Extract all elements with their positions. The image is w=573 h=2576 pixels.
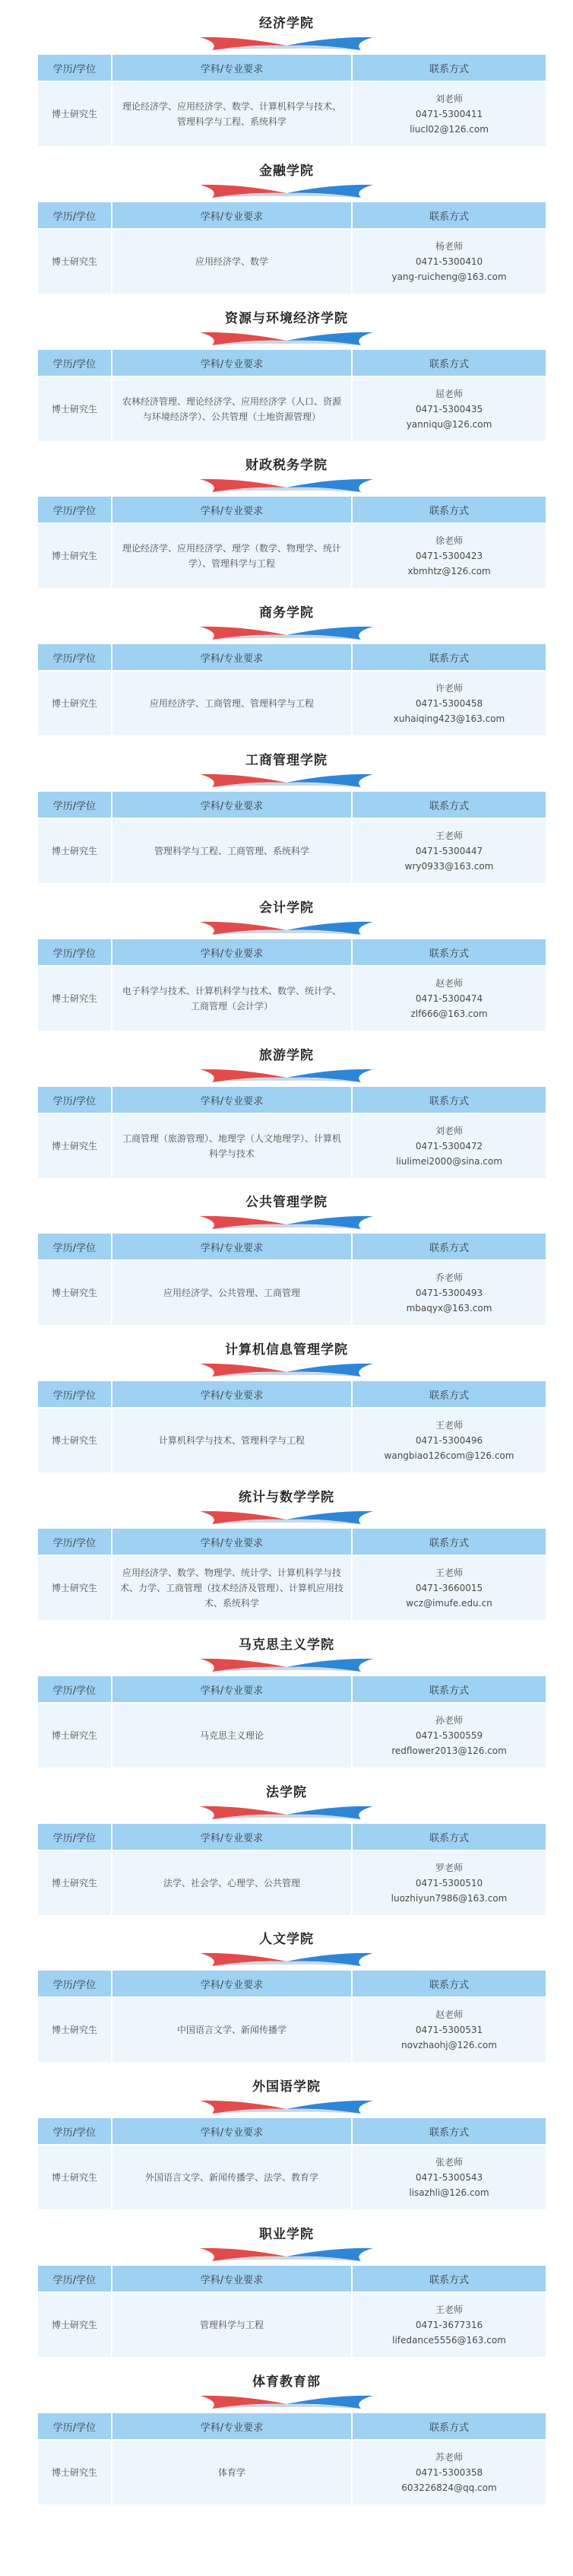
table-row: [37, 1408, 546, 1473]
table-header-row: [37, 643, 546, 671]
contact-header: 联系方式: [352, 2412, 546, 2440]
requirements-table: [36, 201, 547, 295]
major-cell: 管理科学与工程、工商管理、系统科学: [112, 818, 352, 884]
contact-name: 孙老师: [435, 1715, 463, 1726]
major-cell: 中国语言文学、新闻传播学: [112, 1997, 352, 2063]
college-section: [0, 2063, 573, 2210]
college-title: 统计与数学学院: [239, 1490, 334, 1505]
table-row: [37, 1555, 546, 1621]
contact-phone: 0471-5300559: [415, 1730, 483, 1741]
degree-header: 学历/学位: [37, 496, 112, 523]
requirements-table: [36, 53, 547, 148]
table-row: [37, 1850, 546, 1916]
contact-phone: 0471-5300411: [415, 109, 483, 119]
major-header: 学科/专业要求: [112, 791, 352, 818]
major-cell: 工商管理（旅游管理）、地理学（人文地理学）、计算机科学与技术: [112, 1113, 352, 1179]
contact-email[interactable]: yang-ruicheng@163.com: [391, 272, 507, 282]
contact-header: 联系方式: [352, 2117, 546, 2145]
requirements-table: [36, 1822, 547, 1917]
degree-header: 学历/学位: [37, 1528, 112, 1555]
section-header: [0, 1474, 573, 1526]
contact-name: 杨老师: [435, 241, 463, 252]
section-header: [0, 2063, 573, 2115]
degree-cell: 博士研究生: [37, 81, 112, 147]
section-header: [0, 1769, 573, 1821]
table-header-row: [37, 54, 546, 81]
contact-cell: [352, 1703, 546, 1768]
college-title: 外国语学院: [252, 2079, 321, 2095]
contact-header: 联系方式: [352, 1676, 546, 1703]
contact-cell: [352, 81, 546, 147]
table-row: [37, 1260, 546, 1326]
degree-cell: 博士研究生: [37, 1850, 112, 1916]
degree-header: 学历/学位: [37, 1086, 112, 1113]
contact-cell: [352, 523, 546, 589]
contact-email[interactable]: novzhaohj@126.com: [401, 2040, 497, 2050]
table-row: [37, 818, 546, 884]
section-header: [0, 1326, 573, 1378]
requirements-table: [36, 2117, 547, 2211]
major-header: 学科/专业要求: [112, 1380, 352, 1408]
ribbon-decoration: [197, 1361, 376, 1378]
contact-phone: 0471-5300510: [415, 1878, 483, 1888]
contact-name: 王老师: [435, 2304, 463, 2315]
degree-header: 学历/学位: [37, 643, 112, 671]
contact-header: 联系方式: [352, 1528, 546, 1555]
college-title: 经济学院: [259, 16, 314, 31]
college-section: [0, 442, 573, 589]
requirements-table: [36, 348, 547, 443]
contact-header: 联系方式: [352, 54, 546, 81]
major-header: 学科/专业要求: [112, 643, 352, 671]
degree-cell: 博士研究生: [37, 2440, 112, 2505]
degree-cell: 博士研究生: [37, 2145, 112, 2210]
table-header-row: [37, 791, 546, 818]
ribbon-decoration: [197, 1804, 376, 1821]
contact-cell: [352, 1260, 546, 1326]
section-header: [0, 885, 573, 936]
contact-header: 联系方式: [352, 791, 546, 818]
college-section: [0, 1474, 573, 1621]
college-title: 马克思主义学院: [239, 1637, 334, 1653]
contact-name: 乔老师: [435, 1272, 463, 1283]
college-title: 金融学院: [259, 164, 314, 179]
table-row: [37, 376, 546, 442]
major-header: 学科/专业要求: [112, 2412, 352, 2440]
contact-cell: [352, 671, 546, 736]
table-header-row: [37, 2117, 546, 2145]
major-cell: 农林经济管理、理论经济学、应用经济学（人口、资源与环境经济学）、公共管理（土地资源管理）: [112, 376, 352, 442]
college-title: 公共管理学院: [245, 1195, 328, 1210]
contact-phone: 0471-5300472: [415, 1141, 483, 1151]
college-title: 法学院: [266, 1785, 307, 1800]
college-title: 职业学院: [259, 2227, 314, 2242]
requirements-table: [36, 2264, 547, 2358]
degree-header: 学历/学位: [37, 2412, 112, 2440]
contact-phone: 0471-5300410: [415, 256, 483, 267]
contact-email[interactable]: zlf666@163.com: [410, 1008, 488, 1019]
contact-cell: [352, 1408, 546, 1473]
requirements-table: [36, 1380, 547, 1474]
degree-cell: 博士研究生: [37, 229, 112, 294]
table-row: [37, 2145, 546, 2210]
degree-header: 学历/学位: [37, 791, 112, 818]
contact-email[interactable]: liucl02@126.com: [410, 124, 489, 135]
contact-phone: 0471-5300358: [415, 2467, 483, 2478]
contact-header: 联系方式: [352, 1823, 546, 1850]
requirements-table: [36, 1675, 547, 1769]
major-header: 学科/专业要求: [112, 939, 352, 966]
contact-header: 联系方式: [352, 349, 546, 376]
contact-cell: [352, 2145, 546, 2210]
requirements-table: [36, 643, 547, 737]
table-row: [37, 2440, 546, 2505]
contact-phone: 0471-5300493: [415, 1288, 483, 1298]
major-header: 学科/专业要求: [112, 54, 352, 81]
ribbon-decoration: [197, 1214, 376, 1231]
ribbon-decoration: [197, 1067, 376, 1084]
degree-header: 学历/学位: [37, 2117, 112, 2145]
table-row: [37, 1997, 546, 2063]
contact-email[interactable]: mbaqyx@163.com: [406, 1303, 492, 1313]
contact-cell: [352, 2440, 546, 2505]
major-header: 学科/专业要求: [112, 1676, 352, 1703]
degree-header: 学历/学位: [37, 202, 112, 229]
contact-name: 屈老师: [435, 389, 463, 399]
contact-header: 联系方式: [352, 939, 546, 966]
table-header-row: [37, 202, 546, 229]
major-cell: 理论经济学、应用经济学、数学、计算机科学与技术、管理科学与工程、系统科学: [112, 81, 352, 147]
table-header-row: [37, 496, 546, 523]
section-header: [0, 589, 573, 641]
major-cell: 应用经济学、工商管理、管理科学与工程: [112, 671, 352, 736]
contact-header: 联系方式: [352, 1970, 546, 1997]
major-cell: 理论经济学、应用经济学、理学（数学、物理学、统计学）、管理科学与工程: [112, 523, 352, 589]
degree-header: 学历/学位: [37, 1823, 112, 1850]
section-header: [0, 295, 573, 347]
requirements-table: [36, 1085, 547, 1180]
contact-phone: 0471-5300531: [415, 2025, 483, 2035]
contact-header: 联系方式: [352, 1086, 546, 1113]
table-header-row: [37, 939, 546, 966]
degree-header: 学历/学位: [37, 349, 112, 376]
degree-cell: 博士研究生: [37, 523, 112, 589]
major-cell: 马克思主义理论: [112, 1703, 352, 1768]
degree-cell: 博士研究生: [37, 376, 112, 442]
college-title: 会计学院: [259, 900, 314, 916]
section-header: [0, 1032, 573, 1084]
contact-phone: 0471-5300458: [415, 698, 483, 709]
ribbon-decoration: [197, 1951, 376, 1968]
college-section: [0, 1769, 573, 1916]
ribbon-decoration: [197, 772, 376, 789]
college-section: [0, 2358, 573, 2505]
major-header: 学科/专业要求: [112, 1823, 352, 1850]
degree-header: 学历/学位: [37, 1970, 112, 1997]
degree-cell: 博士研究生: [37, 1113, 112, 1179]
contact-name: 赵老师: [435, 2009, 463, 2020]
contact-email[interactable]: wry0933@163.com: [404, 861, 494, 872]
contact-cell: [352, 966, 546, 1031]
table-row: [37, 1113, 546, 1179]
major-cell: 体育学: [112, 2440, 352, 2505]
table-header-row: [37, 1233, 546, 1260]
major-cell: 法学、社会学、心理学、公共管理: [112, 1850, 352, 1916]
degree-cell: 博士研究生: [37, 1703, 112, 1768]
contact-cell: [352, 1555, 546, 1621]
contact-name: 苏老师: [435, 2452, 463, 2463]
college-section: [0, 1622, 573, 1768]
degree-header: 学历/学位: [37, 939, 112, 966]
table-row: [37, 966, 546, 1031]
degree-header: 学历/学位: [37, 1676, 112, 1703]
major-cell: 计算机科学与技术、管理科学与工程: [112, 1408, 352, 1473]
major-cell: 应用经济学、数学、物理学、统计学、计算机科学与技术、力学、工商管理（技术经济及管理）、计算机应用技术、系统科学: [112, 1555, 352, 1621]
college-section: [0, 1179, 573, 1326]
section-header: [0, 1179, 573, 1231]
ribbon-decoration: [197, 624, 376, 641]
major-header: 学科/专业要求: [112, 1528, 352, 1555]
contact-name: 王老师: [435, 831, 463, 841]
requirements-table: [36, 1527, 547, 1622]
contact-email[interactable]: wangbiao126com@126.com: [384, 1450, 514, 1461]
college-title: 资源与环境经济学院: [225, 311, 348, 326]
major-header: 学科/专业要求: [112, 2265, 352, 2292]
contact-header: 联系方式: [352, 496, 546, 523]
major-header: 学科/专业要求: [112, 349, 352, 376]
contact-phone: 0471-5300496: [415, 1435, 483, 1446]
requirements-table: [36, 495, 547, 589]
section-header: [0, 2358, 573, 2410]
table-header-row: [37, 2412, 546, 2440]
section-header: [0, 1916, 573, 1968]
contact-email[interactable]: liulimei2000@sina.com: [396, 1156, 502, 1167]
major-header: 学科/专业要求: [112, 1086, 352, 1113]
college-section: [0, 737, 573, 884]
contact-phone: 0471-5300474: [415, 993, 483, 1004]
contact-cell: [352, 1997, 546, 2063]
degree-cell: 博士研究生: [37, 1408, 112, 1473]
college-title: 工商管理学院: [245, 753, 328, 768]
college-section: [0, 1916, 573, 2063]
table-header-row: [37, 1086, 546, 1113]
degree-cell: 博士研究生: [37, 966, 112, 1031]
table-header-row: [37, 1970, 546, 1997]
contact-email[interactable]: 603226824@qq.com: [401, 2482, 497, 2493]
contact-name: 刘老师: [435, 94, 463, 104]
table-header-row: [37, 1676, 546, 1703]
contact-cell: [352, 1850, 546, 1916]
major-cell: 管理科学与工程: [112, 2292, 352, 2358]
college-section: [0, 295, 573, 442]
college-title: 财政税务学院: [245, 458, 328, 473]
college-section: [0, 0, 573, 147]
section-header: [0, 2211, 573, 2263]
college-section: [0, 589, 573, 736]
major-cell: 应用经济学、数学: [112, 229, 352, 294]
contact-email[interactable]: lifedance5556@163.com: [392, 2335, 506, 2346]
contact-email[interactable]: yanniqu@126.com: [406, 419, 492, 430]
ribbon-decoration: [197, 2246, 376, 2263]
table-row: [37, 1703, 546, 1768]
ribbon-decoration: [197, 330, 376, 347]
major-cell: 电子科学与技术、计算机科学与技术、数学、统计学、工商管理（会计学）: [112, 966, 352, 1031]
contact-name: 刘老师: [435, 1126, 463, 1136]
ribbon-decoration: [197, 477, 376, 494]
contact-email[interactable]: xuhaiqing423@163.com: [393, 713, 505, 724]
major-header: 学科/专业要求: [112, 1970, 352, 1997]
contact-email[interactable]: wcz@imufe.edu.cn: [406, 1598, 492, 1609]
section-header: [0, 0, 573, 52]
requirements-table: [36, 1232, 547, 1326]
table-header-row: [37, 2265, 546, 2292]
table-row: [37, 2292, 546, 2358]
contact-name: 罗老师: [435, 1863, 463, 1873]
degree-header: 学历/学位: [37, 1380, 112, 1408]
section-header: [0, 442, 573, 494]
ribbon-decoration: [197, 1509, 376, 1526]
contact-phone: 0471-5300423: [415, 551, 483, 561]
table-row: [37, 523, 546, 589]
ribbon-decoration: [197, 183, 376, 199]
contact-name: 张老师: [435, 2157, 463, 2168]
degree-cell: 博士研究生: [37, 671, 112, 736]
major-cell: 外国语言文学、新闻传播学、法学、教育学: [112, 2145, 352, 2210]
table-row: [37, 229, 546, 294]
degree-cell: 博士研究生: [37, 1260, 112, 1326]
contact-name: 徐老师: [435, 535, 463, 546]
contact-name: 赵老师: [435, 978, 463, 989]
college-section: [0, 148, 573, 294]
major-header: 学科/专业要求: [112, 496, 352, 523]
major-header: 学科/专业要求: [112, 202, 352, 229]
major-header: 学科/专业要求: [112, 2117, 352, 2145]
college-section: [0, 2211, 573, 2358]
contact-phone: 0471-5300543: [415, 2172, 483, 2183]
college-title: 计算机信息管理学院: [225, 1342, 348, 1358]
degree-header: 学历/学位: [37, 1233, 112, 1260]
contact-cell: [352, 818, 546, 884]
contact-cell: [352, 376, 546, 442]
table-row: [37, 81, 546, 147]
contact-header: 联系方式: [352, 202, 546, 229]
contact-name: 许老师: [435, 683, 463, 694]
college-section: [0, 1326, 573, 1473]
table-header-row: [37, 1528, 546, 1555]
contact-email[interactable]: luozhiyun7986@163.com: [391, 1893, 508, 1904]
degree-cell: 博士研究生: [37, 1997, 112, 2063]
contact-cell: [352, 229, 546, 294]
ribbon-decoration: [197, 1656, 376, 1673]
section-header: [0, 1622, 573, 1673]
contact-name: 王老师: [435, 1568, 463, 1578]
college-title: 体育教育部: [252, 2374, 321, 2390]
college-section: [0, 1032, 573, 1179]
ribbon-decoration: [197, 2393, 376, 2410]
contact-header: 联系方式: [352, 1233, 546, 1260]
ribbon-decoration: [197, 35, 376, 52]
section-header: [0, 737, 573, 789]
contact-email[interactable]: xbmhtz@126.com: [407, 566, 491, 577]
college-title: 人文学院: [259, 1932, 314, 1947]
contact-phone: 0471-3677316: [415, 2320, 483, 2330]
contact-cell: [352, 1113, 546, 1179]
requirements-table: [36, 2412, 547, 2506]
ribbon-decoration: [197, 920, 376, 936]
contact-cell: [352, 2292, 546, 2358]
college-title: 旅游学院: [259, 1048, 314, 1063]
contact-email[interactable]: redflower2013@126.com: [391, 1745, 507, 1756]
degree-header: 学历/学位: [37, 54, 112, 81]
contact-header: 联系方式: [352, 1380, 546, 1408]
contact-phone: 0471-5300435: [415, 404, 483, 415]
degree-header: 学历/学位: [37, 2265, 112, 2292]
table-header-row: [37, 349, 546, 376]
table-header-row: [37, 1823, 546, 1850]
degree-cell: 博士研究生: [37, 2292, 112, 2358]
ribbon-decoration: [197, 2098, 376, 2115]
contact-email[interactable]: lisazhli@126.com: [409, 2187, 489, 2198]
contact-header: 联系方式: [352, 2265, 546, 2292]
section-header: [0, 148, 573, 199]
contact-phone: 0471-5300447: [415, 846, 483, 856]
degree-cell: 博士研究生: [37, 818, 112, 884]
college-section: [0, 885, 573, 1031]
table-row: [37, 671, 546, 736]
requirements-table: [36, 938, 547, 1032]
contact-phone: 0471-3660015: [415, 1583, 483, 1593]
major-header: 学科/专业要求: [112, 1233, 352, 1260]
college-title: 商务学院: [259, 605, 314, 621]
table-header-row: [37, 1380, 546, 1408]
degree-cell: 博士研究生: [37, 1555, 112, 1621]
major-cell: 应用经济学、公共管理、工商管理: [112, 1260, 352, 1326]
contact-header: 联系方式: [352, 643, 546, 671]
contact-name: 王老师: [435, 1420, 463, 1431]
requirements-table: [36, 790, 547, 885]
requirements-table: [36, 1969, 547, 2063]
